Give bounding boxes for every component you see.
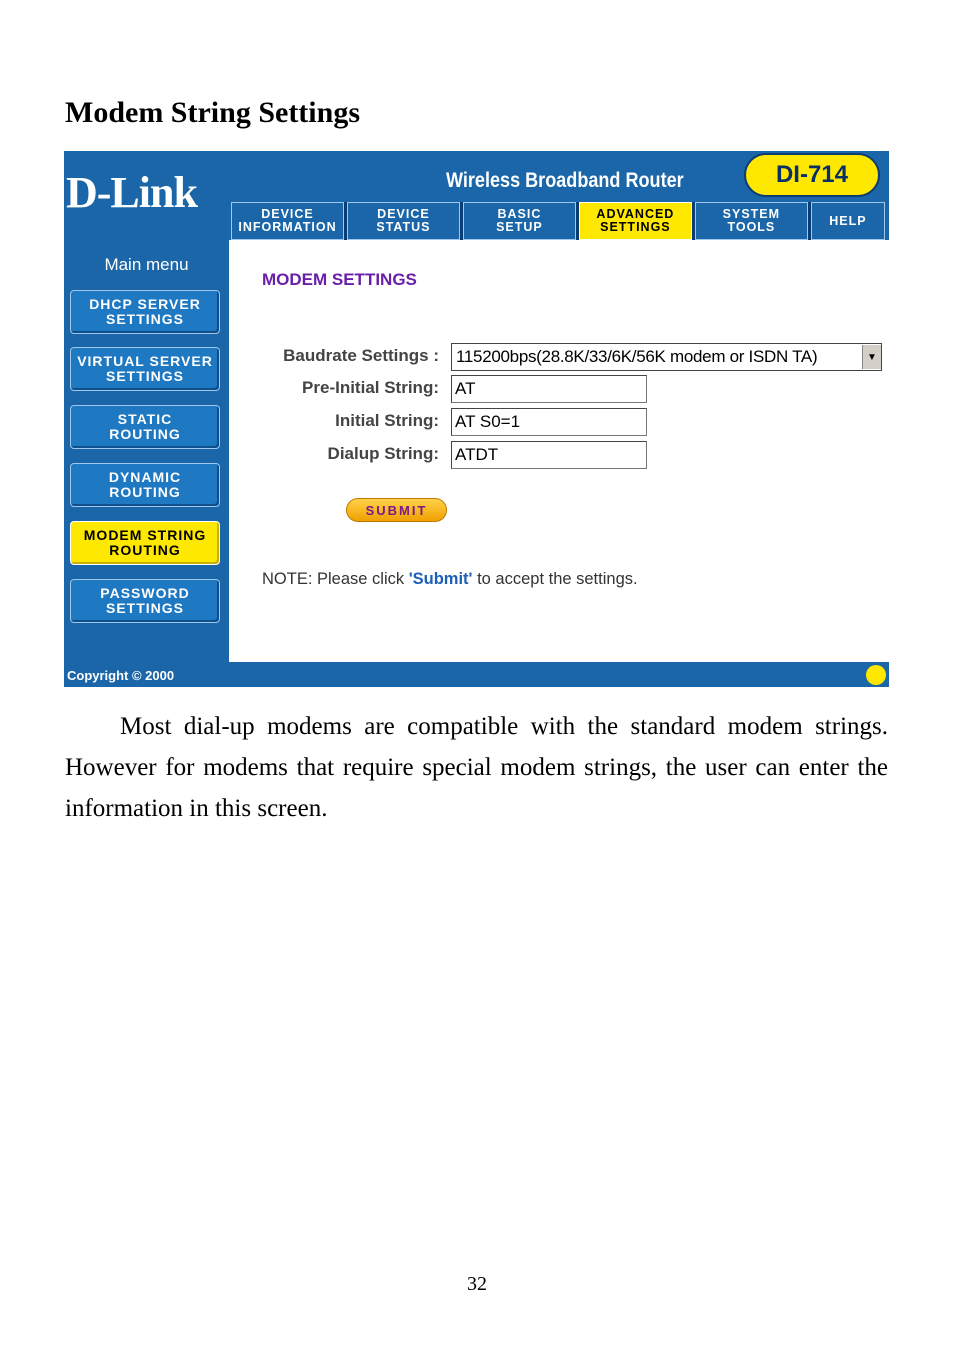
- copyright-text: Copyright © 2000: [67, 668, 175, 683]
- sidebar-item-virtual-server-settings[interactable]: VIRTUAL SERVER SETTINGS: [70, 347, 220, 391]
- note-suffix: to accept the settings.: [472, 570, 638, 588]
- status-dot-icon: [866, 665, 886, 685]
- sidebar-item-password-settings[interactable]: PASSWORD SETTINGS: [70, 579, 220, 623]
- sidebar-item-static-routing[interactable]: STATIC ROUTING: [70, 405, 220, 449]
- initial-string-input[interactable]: [451, 408, 647, 436]
- initial-string-label: Initial String:: [335, 411, 439, 430]
- page-heading: Modem String Settings: [65, 96, 360, 129]
- header-title: Wireless Broadband Router: [446, 169, 684, 192]
- top-nav-tabs: [231, 202, 885, 240]
- sidebar-item-dhcp-server-settings[interactable]: DHCP SERVER SETTINGS: [70, 290, 220, 334]
- tab-device-status[interactable]: DEVICE STATUS: [347, 202, 460, 240]
- page-number: 32: [467, 1273, 487, 1295]
- sidebar-item-modem-string-routing[interactable]: MODEM STRING ROUTING: [70, 521, 220, 565]
- dialup-string-input[interactable]: [451, 441, 647, 469]
- tab-device-information[interactable]: DEVICE INFORMATION: [231, 202, 344, 240]
- router-screenshot: [64, 151, 889, 687]
- pre-initial-string-input[interactable]: [451, 375, 647, 403]
- submit-button[interactable]: SUBMIT: [346, 498, 447, 522]
- body-paragraph: Most dial-up modems are compatible with the standard modem strings. However for modems that require special modem strings, the user can enter the information in this screen.: [65, 713, 888, 822]
- chevron-down-icon[interactable]: ▼: [862, 345, 881, 369]
- model-badge: DI-714: [744, 153, 880, 197]
- note-text: [262, 570, 638, 589]
- tab-system-tools[interactable]: SYSTEM TOOLS: [695, 202, 808, 240]
- note-prefix: NOTE: Please click: [262, 570, 409, 588]
- tab-help[interactable]: HELP: [811, 202, 885, 240]
- baudrate-select[interactable]: [451, 343, 882, 371]
- note-highlight: 'Submit': [408, 570, 473, 588]
- baudrate-label: Baudrate Settings :: [283, 346, 439, 365]
- sidebar: [64, 240, 229, 662]
- tab-advanced-settings[interactable]: ADVANCED SETTINGS: [579, 202, 692, 240]
- sidebar-title: Main menu: [104, 255, 189, 274]
- baudrate-select-value: 115200bps(28.8K/33/6K/56K modem or ISDN TA): [456, 347, 818, 366]
- dialup-string-label: Dialup String:: [327, 444, 439, 463]
- tab-basic-setup[interactable]: BASIC SETUP: [463, 202, 576, 240]
- pre-initial-string-label: Pre-Initial String:: [302, 378, 439, 397]
- sidebar-item-dynamic-routing[interactable]: DYNAMIC ROUTING: [70, 463, 220, 507]
- section-title: MODEM SETTINGS: [262, 270, 417, 289]
- dlink-logo: D-Link: [66, 168, 197, 217]
- content-panel: [229, 240, 889, 662]
